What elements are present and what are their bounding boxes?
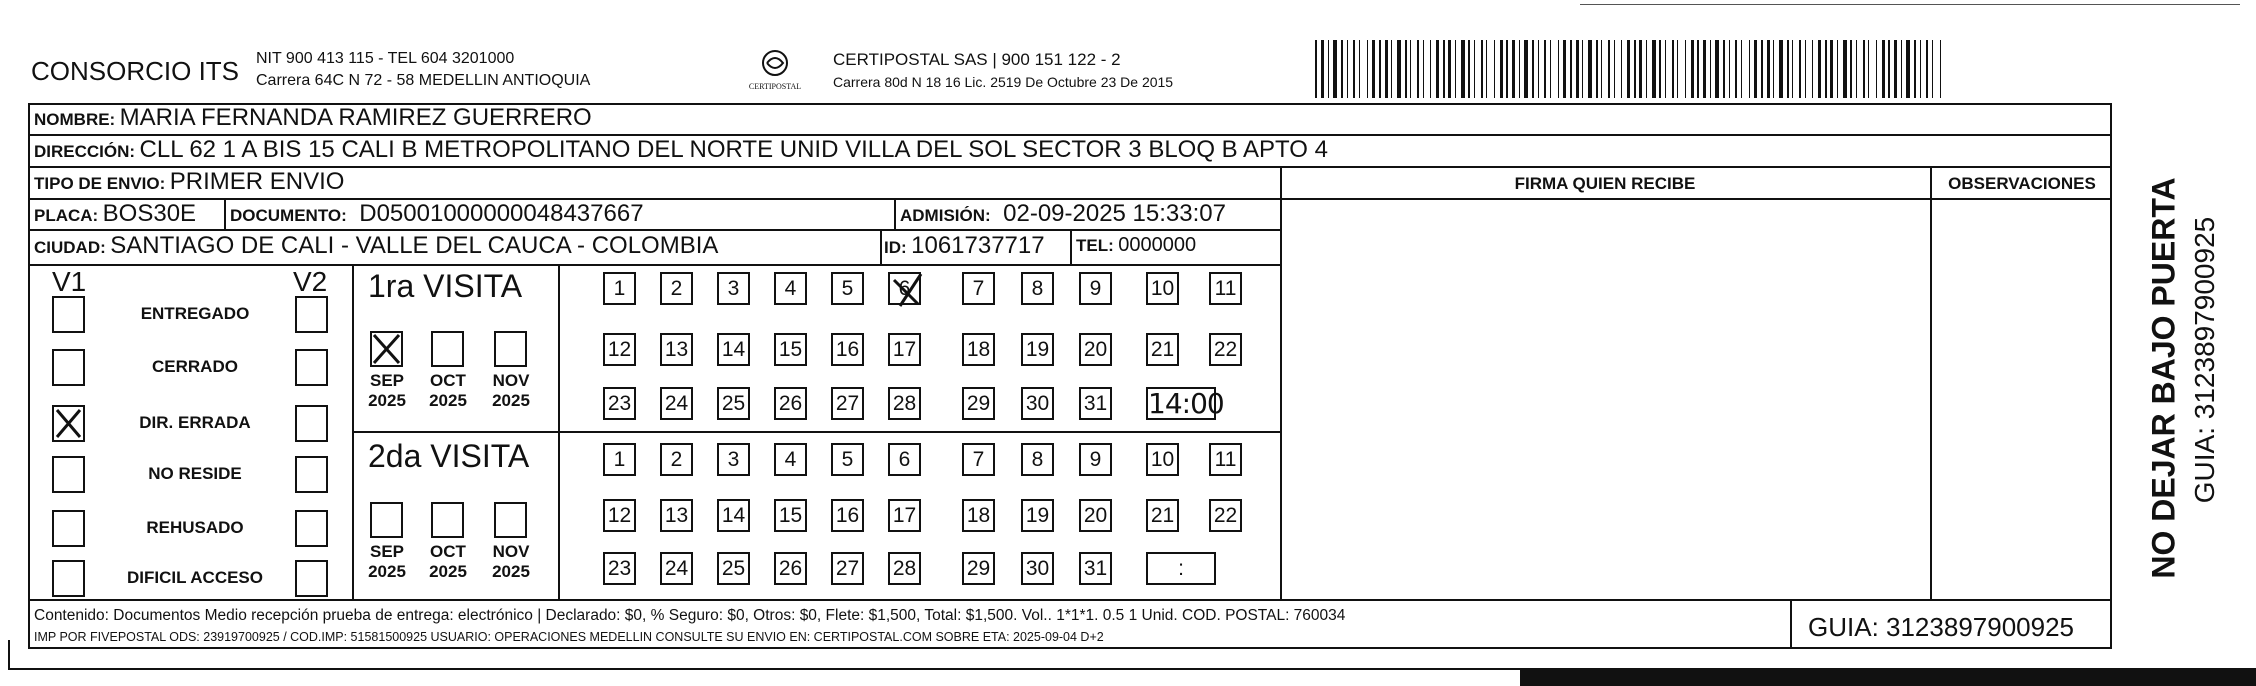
day-box[interactable] — [888, 387, 921, 420]
admission-label: ADMISIÓN: — [900, 206, 991, 225]
day-number: 13 — [664, 338, 689, 361]
day-number: 26 — [778, 392, 803, 415]
day-box[interactable] — [660, 443, 693, 476]
day-box[interactable] — [962, 443, 995, 476]
day-box[interactable] — [1209, 333, 1242, 366]
time-value: : — [1178, 557, 1184, 580]
day-number: 21 — [1150, 504, 1175, 527]
day-box[interactable] — [603, 272, 636, 305]
month-name: OCT — [430, 371, 466, 390]
day-box[interactable] — [660, 333, 693, 366]
day-number: 1 — [613, 448, 626, 471]
day-number: 15 — [778, 504, 803, 527]
month-checkbox[interactable] — [370, 502, 403, 538]
signature-header: FIRMA QUIEN RECIBE — [1514, 174, 1696, 193]
day-box[interactable] — [1021, 443, 1054, 476]
company-nit: NIT 900 413 115 - TEL 604 3201000 — [256, 50, 515, 67]
plate-label: PLACA: — [34, 206, 99, 225]
status-reason: CERRADO — [152, 357, 238, 376]
left-edge-mark — [8, 640, 10, 670]
top-edge-mark — [1580, 4, 2240, 5]
recipient-address: CLL 62 1 A BIS 15 CALI B METROPOLITANO DEL NORTE UNID VILLA DEL SOL SECTOR 3 BLOQ B APTO 4 — [139, 136, 1328, 163]
v2-checkbox[interactable] — [295, 510, 328, 547]
day-number: 2 — [670, 277, 683, 300]
content-line: Contenido: Documentos Medio recepción prueba de entrega: electrónico | Declarado: $0, % Seguro: $0, Otros: $0, Flete: $1,500, Total: $1,500. Vol.. 1*1*1. 0.5 1 Unid. COD. POSTAL: 760034 — [34, 607, 1346, 624]
day-number: 25 — [721, 557, 746, 580]
day-box[interactable] — [1146, 443, 1179, 476]
day-box[interactable] — [774, 272, 807, 305]
month-label — [423, 542, 473, 582]
day-number: 20 — [1083, 504, 1108, 527]
day-number: 30 — [1025, 392, 1050, 415]
day-number: 31 — [1083, 557, 1108, 580]
month-name: SEP — [369, 371, 405, 390]
day-number: 29 — [966, 392, 991, 415]
tel-label: TEL: — [1076, 236, 1114, 255]
certipostal-logo-icon — [745, 45, 805, 95]
month-year: 2025 — [368, 562, 406, 581]
month-checkbox[interactable] — [494, 331, 527, 367]
day-box[interactable] — [962, 272, 995, 305]
day-number: 28 — [892, 392, 917, 415]
day-box[interactable] — [1209, 272, 1242, 305]
footer-guia: GUIA: 3123897900925 — [1808, 612, 2074, 642]
carrier-license: Carrera 80d N 18 16 Lic. 2519 De Octubre 23 De 2015 — [833, 74, 1174, 90]
day-number: 9 — [1089, 277, 1102, 300]
day-box[interactable] — [1079, 333, 1112, 366]
month-checkbox[interactable] — [431, 502, 464, 538]
admission-value: 02-09-2025 15:33:07 — [1003, 200, 1226, 227]
day-number: 8 — [1031, 277, 1044, 300]
admission-cell — [900, 200, 1226, 228]
time-box[interactable] — [1146, 387, 1224, 420]
day-number: 20 — [1083, 338, 1108, 361]
day-box[interactable] — [660, 499, 693, 532]
v2-label: V2 — [293, 266, 328, 297]
day-box[interactable] — [888, 333, 921, 366]
city-cell — [34, 232, 718, 260]
day-number: 12 — [607, 504, 632, 527]
day-box[interactable] — [1146, 333, 1179, 366]
day-box[interactable] — [831, 272, 864, 305]
day-box[interactable] — [774, 387, 807, 420]
id-value: 1061737717 — [911, 232, 1045, 259]
day-box[interactable] — [1146, 272, 1179, 305]
check-mark-icon — [888, 270, 928, 310]
month-year: 2025 — [368, 391, 406, 410]
day-box[interactable] — [1021, 499, 1054, 532]
day-number: 11 — [1214, 277, 1237, 300]
day-number: 21 — [1150, 338, 1175, 361]
name-label: NOMBRE: — [34, 110, 116, 129]
v2-checkbox[interactable] — [295, 405, 328, 442]
month-label — [362, 371, 412, 411]
day-number: 18 — [966, 504, 991, 527]
day-box[interactable] — [831, 443, 864, 476]
day-box[interactable] — [831, 333, 864, 366]
day-box[interactable] — [1209, 499, 1242, 532]
day-number: 3 — [727, 277, 740, 300]
day-number: 1 — [613, 277, 626, 300]
v1-checkbox[interactable] — [52, 560, 85, 597]
day-number: 24 — [664, 392, 689, 415]
side-warning: NO DEJAR BAJO PUERTA — [2145, 177, 2182, 579]
v1-checkbox[interactable] — [52, 405, 85, 442]
day-number: 30 — [1025, 557, 1050, 580]
month-label — [423, 371, 473, 411]
carrier-name: CERTIPOSTAL SAS | 900 151 122 - 2 — [833, 50, 1121, 69]
month-name: OCT — [430, 542, 466, 561]
month-name: NOV — [492, 542, 530, 561]
day-box[interactable] — [831, 499, 864, 532]
day-number: 5 — [841, 277, 854, 300]
day-number: 8 — [1031, 448, 1044, 471]
day-number: 6 — [898, 277, 911, 300]
day-box[interactable] — [888, 443, 921, 476]
status-reason: ENTREGADO — [140, 304, 250, 323]
day-number: 7 — [972, 448, 985, 471]
day-box[interactable] — [660, 552, 693, 585]
month-year: 2025 — [492, 562, 530, 581]
day-box[interactable] — [1079, 443, 1112, 476]
company-name: CONSORCIO ITS — [31, 56, 240, 86]
address-row — [34, 136, 1328, 164]
month-label — [486, 542, 536, 582]
day-number: 5 — [841, 448, 854, 471]
type-label: TIPO DE ENVIO: — [34, 174, 166, 193]
month-checkbox[interactable] — [431, 331, 464, 367]
day-number: 15 — [778, 338, 803, 361]
day-box[interactable] — [717, 272, 750, 305]
day-box[interactable] — [717, 552, 750, 585]
day-box[interactable] — [1021, 272, 1054, 305]
day-number: 14 — [721, 504, 746, 527]
bottom-edge-line — [8, 668, 1520, 670]
tel-cell — [1076, 234, 1196, 257]
address-label: DIRECCIÓN: — [34, 142, 136, 161]
id-label: ID: — [884, 238, 907, 257]
day-box[interactable] — [888, 499, 921, 532]
v2-checkbox[interactable] — [295, 296, 328, 333]
plate-value: BOS30E — [102, 200, 197, 227]
day-box[interactable] — [1146, 499, 1179, 532]
day-box[interactable] — [717, 499, 750, 532]
day-box[interactable] — [888, 272, 921, 305]
day-number: 6 — [898, 448, 911, 471]
v1-label: V1 — [52, 266, 87, 297]
day-box[interactable] — [603, 333, 636, 366]
day-number: 10 — [1150, 448, 1175, 471]
name-row — [34, 104, 592, 132]
day-box[interactable] — [660, 272, 693, 305]
day-number: 17 — [892, 338, 917, 361]
day-number: 3 — [727, 448, 740, 471]
month-year: 2025 — [429, 562, 467, 581]
day-number: 13 — [664, 504, 689, 527]
v2-checkbox[interactable] — [295, 456, 328, 493]
tel-value: 0000000 — [1118, 234, 1197, 256]
day-box[interactable] — [774, 499, 807, 532]
barcode — [1313, 40, 1951, 98]
side-guia: GUIA: 3123897900925 — [2189, 216, 2220, 504]
shipment-type: PRIMER ENVIO — [169, 168, 345, 195]
v1-checkbox[interactable] — [52, 510, 85, 547]
city-label: CIUDAD: — [34, 238, 106, 257]
day-box[interactable] — [1079, 499, 1112, 532]
day-number: 24 — [664, 557, 689, 580]
document-value: D05001000000048437667 — [359, 200, 644, 227]
day-box[interactable] — [717, 443, 750, 476]
day-box[interactable] — [962, 387, 995, 420]
day-number: 19 — [1025, 504, 1050, 527]
v1-checkbox[interactable] — [52, 456, 85, 493]
status-reason: REHUSADO — [146, 518, 244, 537]
day-number: 9 — [1089, 448, 1102, 471]
status-reason: NO RESIDE — [148, 464, 242, 483]
day-box[interactable] — [888, 552, 921, 585]
day-number: 12 — [607, 338, 632, 361]
month-name: NOV — [492, 371, 530, 390]
day-box[interactable] — [1079, 387, 1112, 420]
id-cell — [884, 232, 1045, 260]
month-checkbox[interactable] — [370, 331, 403, 367]
day-box[interactable] — [1209, 443, 1242, 476]
document-label: DOCUMENTO: — [230, 206, 347, 225]
day-box[interactable] — [603, 387, 636, 420]
day-box[interactable] — [774, 443, 807, 476]
company-address: Carrera 64C N 72 - 58 MEDELLIN ANTIOQUIA — [256, 72, 591, 89]
day-number: 23 — [607, 392, 632, 415]
day-number: 14 — [721, 338, 746, 361]
second-visit-title: 2da VISITA — [368, 438, 530, 474]
v1-checkbox[interactable] — [52, 296, 85, 333]
day-box[interactable] — [717, 333, 750, 366]
day-box[interactable] — [962, 333, 995, 366]
day-box[interactable] — [774, 333, 807, 366]
v1-checkbox[interactable] — [52, 349, 85, 386]
day-box[interactable] — [831, 552, 864, 585]
day-number: 10 — [1150, 277, 1175, 300]
day-number: 4 — [784, 448, 797, 471]
day-box[interactable] — [1021, 387, 1054, 420]
day-number: 25 — [721, 392, 746, 415]
month-name: SEP — [369, 542, 405, 561]
month-label — [486, 371, 536, 411]
day-number: 27 — [835, 557, 860, 580]
document-cell — [230, 200, 644, 228]
day-box[interactable] — [962, 499, 995, 532]
day-box[interactable] — [1021, 552, 1054, 585]
day-number: 7 — [972, 277, 985, 300]
day-number: 11 — [1214, 448, 1237, 471]
status-reason: DIFICIL ACCESO — [126, 568, 263, 587]
month-year: 2025 — [429, 391, 467, 410]
recipient-name: MARIA FERNANDA RAMIREZ GUERRERO — [119, 104, 592, 131]
check-mark-icon — [54, 407, 83, 440]
v2-checkbox[interactable] — [295, 560, 328, 597]
day-number: 31 — [1083, 392, 1108, 415]
day-number: 2 — [670, 448, 683, 471]
month-year: 2025 — [492, 391, 530, 410]
day-box[interactable] — [774, 552, 807, 585]
footer-divider — [28, 599, 2112, 601]
day-number: 29 — [966, 557, 991, 580]
observations-header: OBSERVACIONES — [1948, 174, 2096, 193]
month-label — [362, 542, 412, 582]
status-reason: DIR. ERRADA — [139, 413, 251, 432]
day-number: 4 — [784, 277, 797, 300]
svg-text:CERTIPOSTAL: CERTIPOSTAL — [748, 82, 802, 91]
day-box[interactable] — [660, 387, 693, 420]
day-number: 22 — [1213, 338, 1238, 361]
day-number: 28 — [892, 557, 917, 580]
day-number: 16 — [835, 338, 860, 361]
v2-checkbox[interactable] — [295, 349, 328, 386]
day-number: 18 — [966, 338, 991, 361]
day-number: 23 — [607, 557, 632, 580]
day-box[interactable] — [962, 552, 995, 585]
day-number: 22 — [1213, 504, 1238, 527]
day-box[interactable] — [1079, 272, 1112, 305]
check-mark-icon — [372, 333, 401, 365]
day-number: 19 — [1025, 338, 1050, 361]
printed-line: IMP POR FIVEPOSTAL ODS: 23919700925 / COD.IMP: 51581500925 USUARIO: OPERACIONES MEDELLIN CONSULTE SU ENVIO EN: CERTIPOSTAL.COM SOBRE ETA: 2025-09-04 D+2 — [34, 630, 1104, 644]
month-checkbox[interactable] — [494, 502, 527, 538]
type-row — [34, 168, 344, 196]
day-box[interactable] — [831, 387, 864, 420]
day-box[interactable] — [717, 387, 750, 420]
day-number: 17 — [892, 504, 917, 527]
day-box[interactable] — [1079, 552, 1112, 585]
day-number: 26 — [778, 557, 803, 580]
day-box[interactable] — [603, 499, 636, 532]
bottom-edge-mark — [1520, 668, 2256, 686]
time-box[interactable] — [1146, 552, 1216, 585]
day-number: 27 — [835, 392, 860, 415]
day-box[interactable] — [603, 443, 636, 476]
first-visit-title: 1ra VISITA — [368, 268, 523, 304]
time-value: 14:00 — [1148, 387, 1224, 420]
day-box[interactable] — [603, 552, 636, 585]
day-number: 16 — [835, 504, 860, 527]
city-value: SANTIAGO DE CALI - VALLE DEL CAUCA - COLOMBIA — [110, 232, 719, 259]
day-box[interactable] — [1021, 333, 1054, 366]
plate-cell — [34, 200, 196, 228]
